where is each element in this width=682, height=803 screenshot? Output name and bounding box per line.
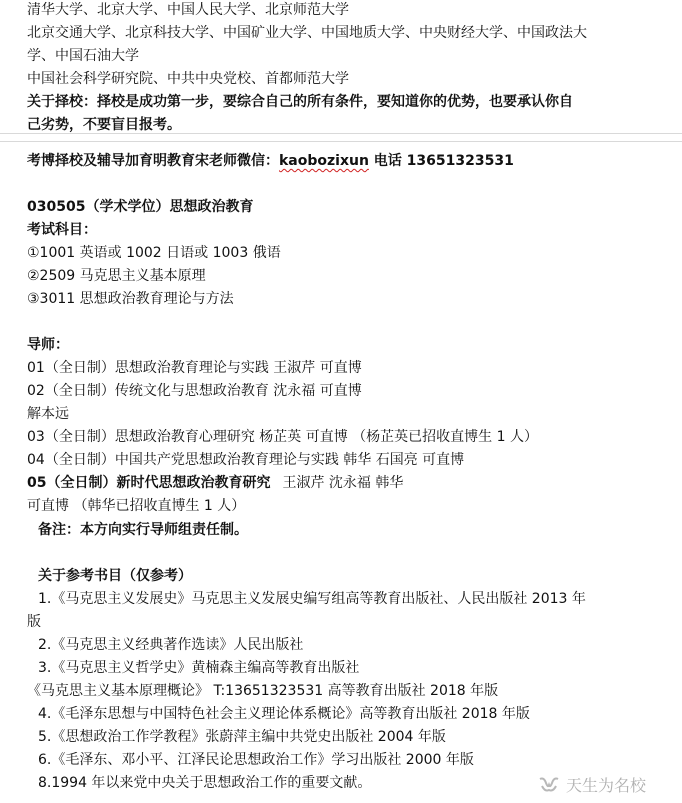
reference-book-2: 2.《马克思主义经典著作选读》人民出版社 — [38, 637, 304, 653]
remark-note: 备注：本方向实行导师组责任制。 — [38, 522, 248, 538]
page-break-line-bottom — [0, 141, 682, 142]
university-line-3: 学、中国石油大学 — [27, 48, 139, 64]
direction-02-extra-advisor: 解本远 — [27, 406, 69, 422]
reference-book-1-cont: 版 — [27, 614, 41, 630]
direction-03: 03（全日制）思想政治教育心理研究 杨芷英 可直博 （杨芷英已招收直博生 1 人） — [27, 429, 538, 445]
university-line-2: 北京交通大学、北京科技大学、中国矿业大学、中国地质大学、中央财经大学、中国政法大 — [27, 25, 587, 41]
wechat-channel-icon — [538, 776, 560, 794]
direction-02: 02（全日制）传统文化与思想政治教育 沈永福 可直博 — [27, 383, 362, 399]
direction-04: 04（全日制）中国共产党思想政治教育理论与实践 韩华 石国亮 可直博 — [27, 452, 465, 468]
watermark-text: 天生为名校 — [566, 776, 647, 795]
reference-book-8: 8.1994 年以来党中央关于思想政治工作的重要文献。 — [38, 775, 372, 791]
contact-wechat-id: kaobozixun — [279, 153, 369, 169]
school-choice-advice-2: 己劣势，不要盲目报考。 — [27, 117, 181, 133]
watermark — [538, 773, 646, 796]
major-title: 030505（学术学位）思想政治教育 — [27, 199, 254, 215]
reference-book-5: 5.《思想政治工作学教程》张蔚萍主编中共党史出版社 2004 年版 — [38, 729, 446, 745]
advisors-title: 导师： — [27, 337, 69, 353]
reference-books-title: 关于参考书目（仅参考） — [38, 568, 192, 584]
reference-book-6: 6.《毛泽东、邓小平、江泽民论思想政治工作》学习出版社 2000 年版 — [38, 752, 474, 768]
exam-subject-3: ③3011 思想政治教育理论与方法 — [27, 291, 234, 307]
exam-subject-1: ①1001 英语或 1002 日语或 1003 俄语 — [27, 245, 281, 261]
direction-05 — [27, 473, 403, 493]
reference-book-4: 4.《毛泽东思想与中国特色社会主义理论体系概论》高等教育出版社 2018 年版 — [38, 706, 530, 722]
university-line-4: 中国社会科学研究院、中共中央党校、首都师范大学 — [27, 71, 349, 87]
reference-book-3: 3.《马克思主义哲学史》黄楠森主编高等教育出版社 — [38, 660, 360, 676]
reference-book-3b: 《马克思主义基本原理概论》 T:13651323531 高等教育出版社 2018 年版 — [27, 683, 499, 699]
page-break-line-top — [0, 133, 682, 134]
direction-05-advisors: 王淑芹 沈永福 韩华 — [282, 475, 404, 491]
university-line-1: 清华大学、北京大学、中国人民大学、北京师范大学 — [27, 2, 349, 18]
exam-subject-2: ②2509 马克思主义基本原理 — [27, 268, 206, 284]
direction-05-title: 05（全日制）新时代思想政治教育研究 — [27, 475, 271, 491]
direction-01: 01（全日制）思想政治教育理论与实践 王淑芹 可直博 — [27, 360, 362, 376]
reference-book-1: 1.《马克思主义发展史》马克思主义发展史编写组高等教育出版社、人民出版社 2013 年 — [38, 591, 586, 607]
contact-phone: 电话 13651323531 — [368, 153, 514, 169]
contact-prefix: 考博择校及辅导加育明教育宋老师微信： — [27, 153, 279, 169]
contact-line — [27, 151, 514, 171]
direction-05-note: 可直博 （韩华已招收直博生 1 人） — [27, 498, 246, 514]
school-choice-advice-1: 关于择校：择校是成功第一步，要综合自己的所有条件，要知道你的优势，也要承认你自 — [27, 94, 573, 110]
exam-subjects-title: 考试科目： — [27, 222, 97, 238]
